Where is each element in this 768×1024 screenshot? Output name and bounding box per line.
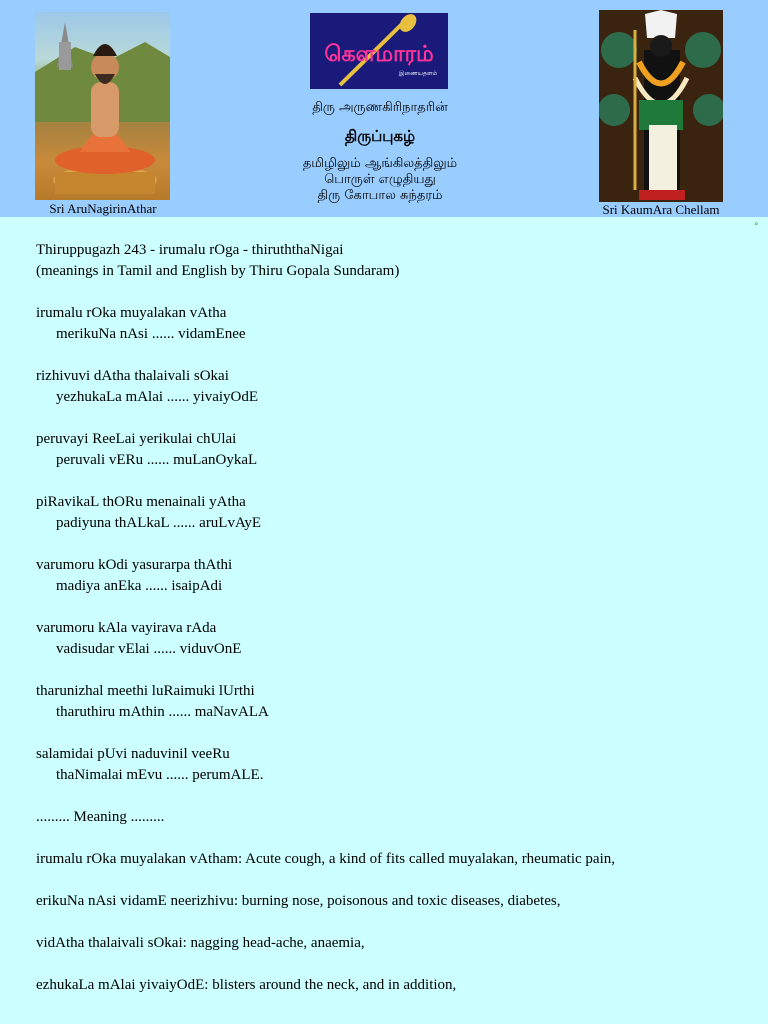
meaning-line: vidAtha thalaivali sOkai: nagging head-ache, anaemia,	[36, 935, 365, 951]
kaumaram-logo[interactable]	[310, 13, 448, 89]
tamil-line-author: திரு அருணகிரிநாதரின்	[312, 100, 448, 115]
verse-line: salamidai pUvi naduvinil veeRu	[36, 746, 230, 762]
page-subtitle: (meanings in Tamil and English by Thiru Gopala Sundaram)	[36, 263, 400, 279]
verse-line-indented: thaNimalai mEvu ...... perumALE.	[56, 767, 264, 783]
tamil-line-languages: தமிழிலும் ஆங்கிலத்திலும்	[302, 156, 458, 171]
deity-image	[599, 10, 723, 202]
verse-line: irumalu rOka muyalakan vAtha	[36, 305, 227, 321]
tamil-line-written: பொருள் எழுதியது	[324, 172, 436, 187]
meaning-line: ezhukaLa mAlai yivaiyOdE: blisters around the neck, and in addition,	[36, 977, 457, 993]
verse-line: varumoru kAla vayirava rAda	[36, 620, 217, 636]
deity-caption: Sri KaumAra Chellam	[602, 202, 720, 217]
verse-line-indented: madiya anEka ...... isaipAdi	[56, 578, 223, 594]
verse-line: peruvayi ReeLai yerikulai chUlai	[36, 431, 237, 447]
main-content	[36, 240, 756, 996]
verse-line-indented: yezhukaLa mAlai ...... yivaiyOdE	[56, 389, 259, 405]
verse-line-indented: vadisudar vElai ...... viduvOnE	[56, 641, 242, 657]
saint-portrait-image	[35, 12, 170, 200]
tamil-line-translator: திரு கோபால சுந்தரம்	[317, 188, 443, 203]
meaning-line: erikuNa nAsi vidamE neerizhivu: burning nose, poisonous and toxic diseases, diabetes,	[36, 893, 561, 909]
corner-dot: °	[754, 222, 759, 232]
verse-line: piRavikaL thORu menainali yAtha	[36, 494, 246, 510]
saint-caption: Sri AruNagirinAthar	[49, 201, 157, 216]
verse-line-indented: merikuNa nAsi ...... vidamEnee	[56, 326, 246, 342]
verse-line: rizhivuvi dAtha thalaivali sOkai	[36, 368, 229, 384]
page-header	[0, 0, 768, 217]
verse-line: tharunizhal meethi luRaimuki lUrthi	[36, 683, 255, 699]
verse-line-indented: padiyuna thALkaL ...... aruLvAyE	[56, 515, 262, 531]
verse-line: varumoru kOdi yasurarpa thAthi	[36, 557, 233, 573]
meaning-heading: ......... Meaning .........	[36, 809, 165, 825]
page-title: Thiruppugazh 243 - irumalu rOga - thiruththaNigai	[36, 242, 344, 258]
meaning-line: irumalu rOka muyalakan vAtham: Acute cough, a kind of fits called muyalakan, rheumatic pain,	[36, 851, 615, 867]
verse-line-indented: peruvali vERu ...... muLanOykaL	[56, 452, 258, 468]
verse-line-indented: tharuthiru mAthin ...... maNavALA	[56, 704, 269, 720]
tamil-title: திருப்புகழ்	[344, 127, 416, 145]
logo-text: கௌமாரம்	[324, 42, 434, 67]
logo-subtext: இணையதளம்	[398, 70, 438, 77]
